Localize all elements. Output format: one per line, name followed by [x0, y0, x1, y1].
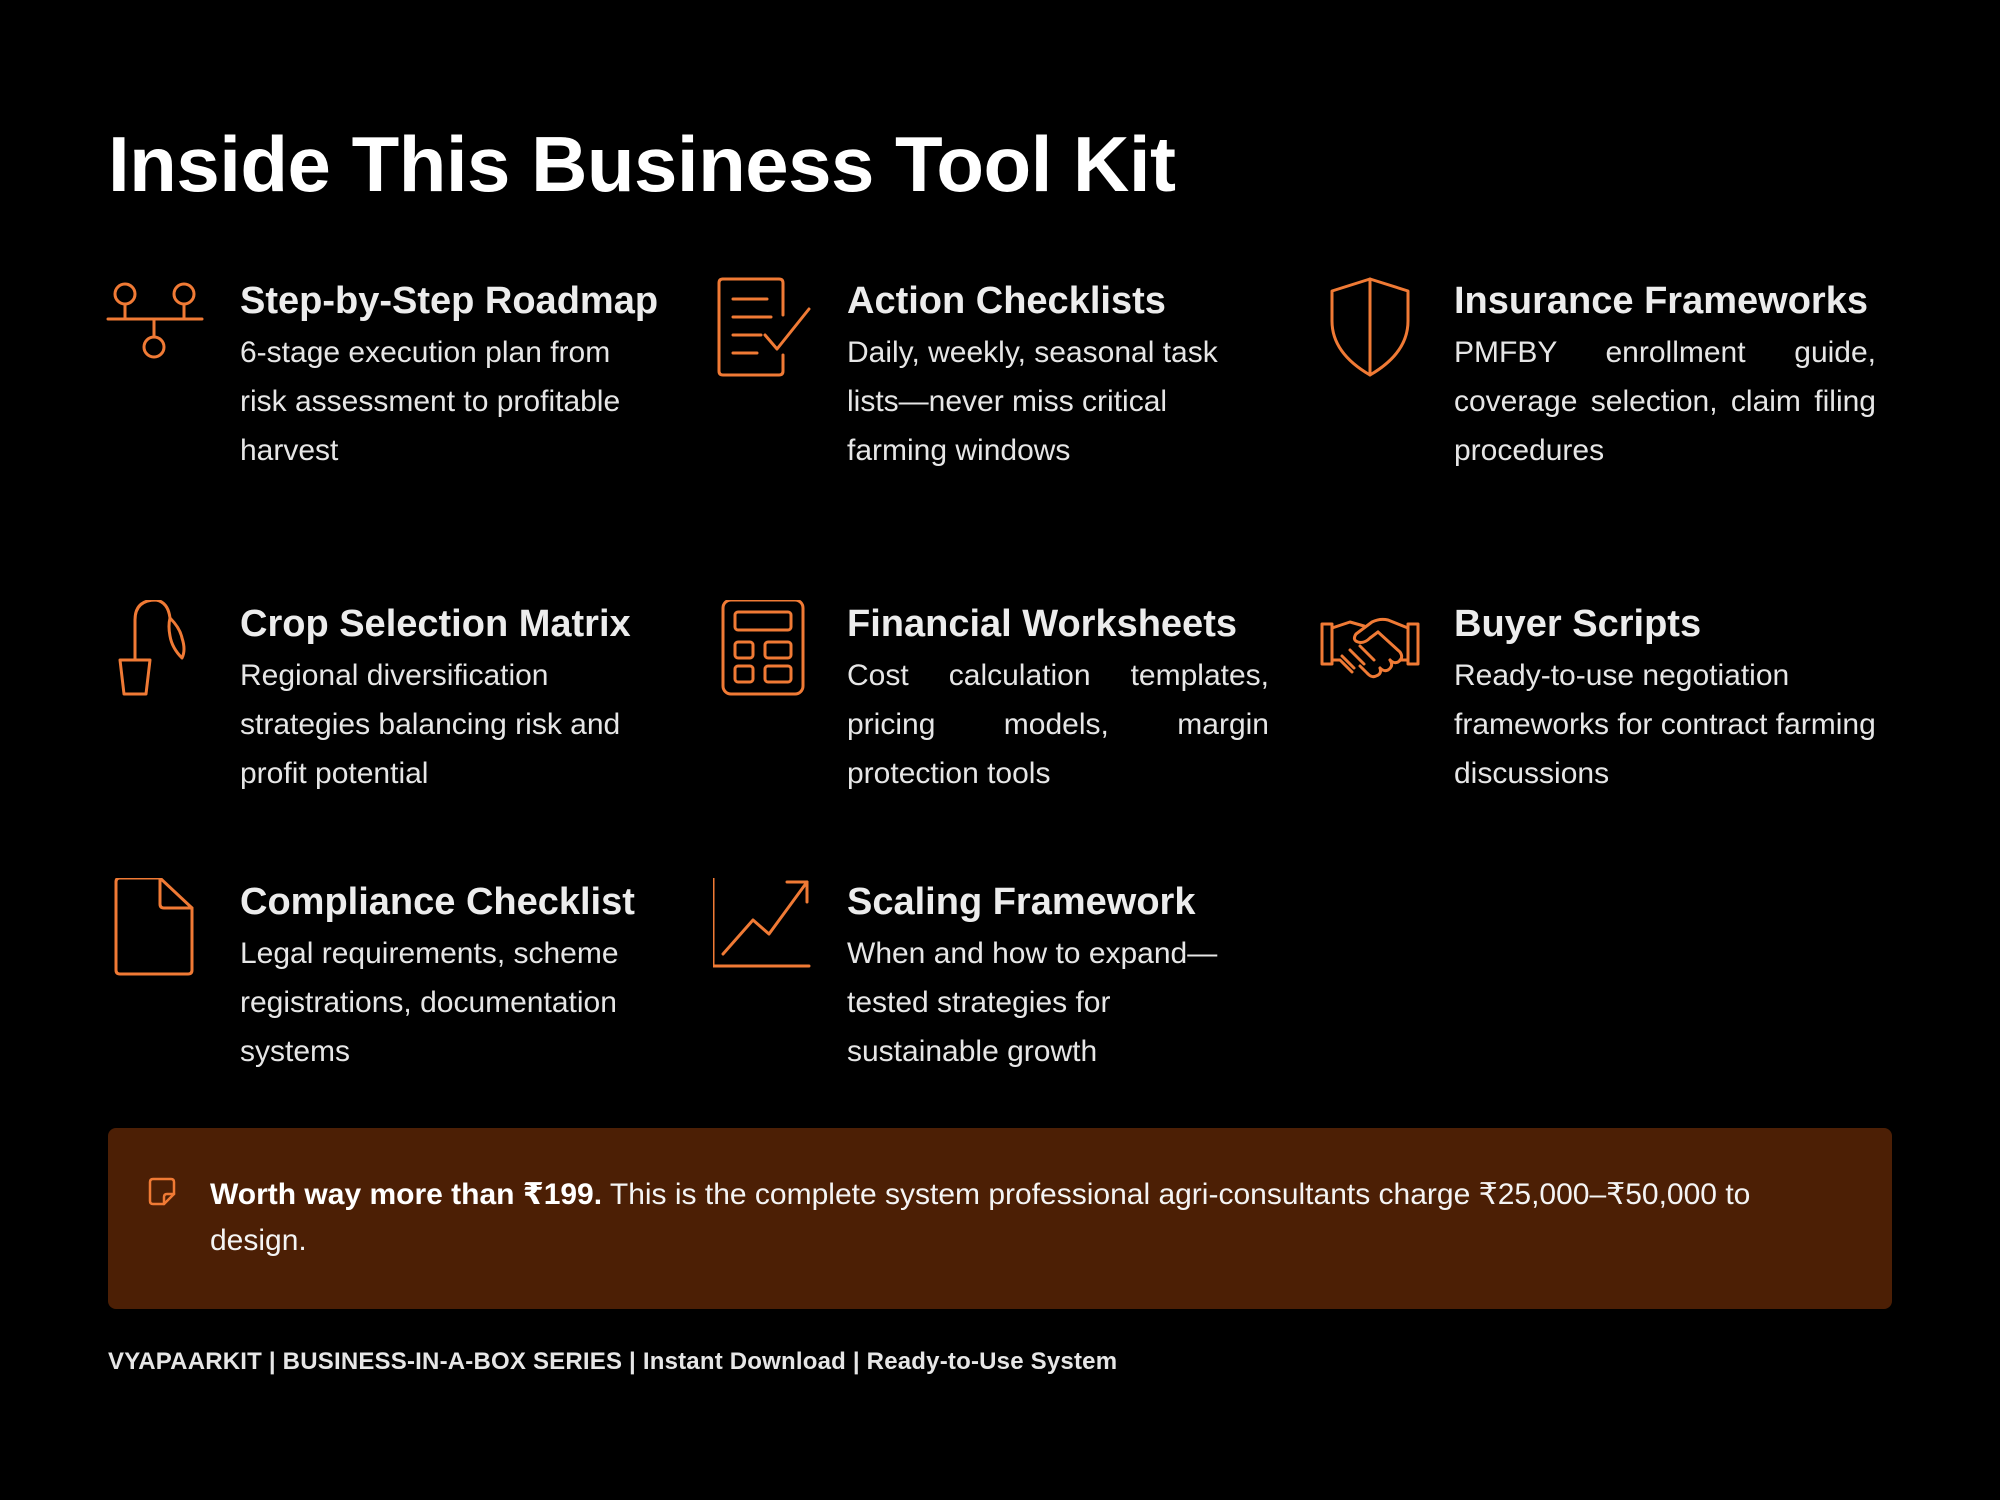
feature-description: Cost calculation templates, pricing models, margin protection tools	[847, 659, 1269, 790]
callout-text	[210, 1172, 1850, 1264]
note-icon	[146, 1176, 178, 1208]
roadmap-icon	[106, 277, 206, 377]
feature-description: When and how to expand—tested strategies for sustainable growth	[847, 937, 1218, 1068]
feature-title: Action Checklists	[847, 280, 1166, 322]
feature-title: Financial Worksheets	[847, 603, 1237, 645]
feature-title: Step-by-Step Roadmap	[240, 280, 659, 322]
callout-bold-text: Worth way more than ₹199.	[210, 1178, 603, 1211]
checklist-icon	[713, 277, 813, 377]
document-icon	[106, 878, 206, 978]
footer-text: VYAPAARKIT | BUSINESS-IN-A-BOX SERIES | Instant Download | Ready-to-Use System	[108, 1348, 1118, 1375]
feature-description: Ready-to-use negotiation frameworks for contract farming discussions	[1454, 659, 1876, 790]
value-callout	[108, 1128, 1892, 1309]
feature-title: Insurance Frameworks	[1454, 280, 1868, 322]
feature-description: 6-stage execution plan from risk assessment to profitable harvest	[240, 336, 621, 467]
feature-title: Crop Selection Matrix	[240, 603, 631, 645]
feature-description: Legal requirements, scheme registrations, documentation systems	[240, 937, 619, 1068]
feature-description: Daily, weekly, seasonal task lists—never miss critical farming windows	[847, 336, 1218, 467]
shield-icon	[1320, 277, 1420, 377]
feature-title: Buyer Scripts	[1454, 603, 1702, 645]
feature-description: PMFBY enrollment guide, coverage selection, claim filing procedures	[1454, 336, 1876, 467]
feature-description: Regional diversification strategies balancing risk and profit potential	[240, 659, 621, 790]
feature-title: Compliance Checklist	[240, 881, 635, 923]
growth-chart-icon	[713, 878, 813, 978]
feature-title: Scaling Framework	[847, 881, 1196, 923]
callout-body-text: This is the complete system professional agri-consultants charge ₹25,000–₹50,000 to design.	[210, 1178, 1751, 1257]
calculator-icon	[713, 600, 813, 700]
page-title: Inside This Business Tool Kit	[108, 120, 1176, 208]
handshake-icon	[1320, 600, 1420, 700]
plant-pot-icon	[106, 600, 206, 700]
